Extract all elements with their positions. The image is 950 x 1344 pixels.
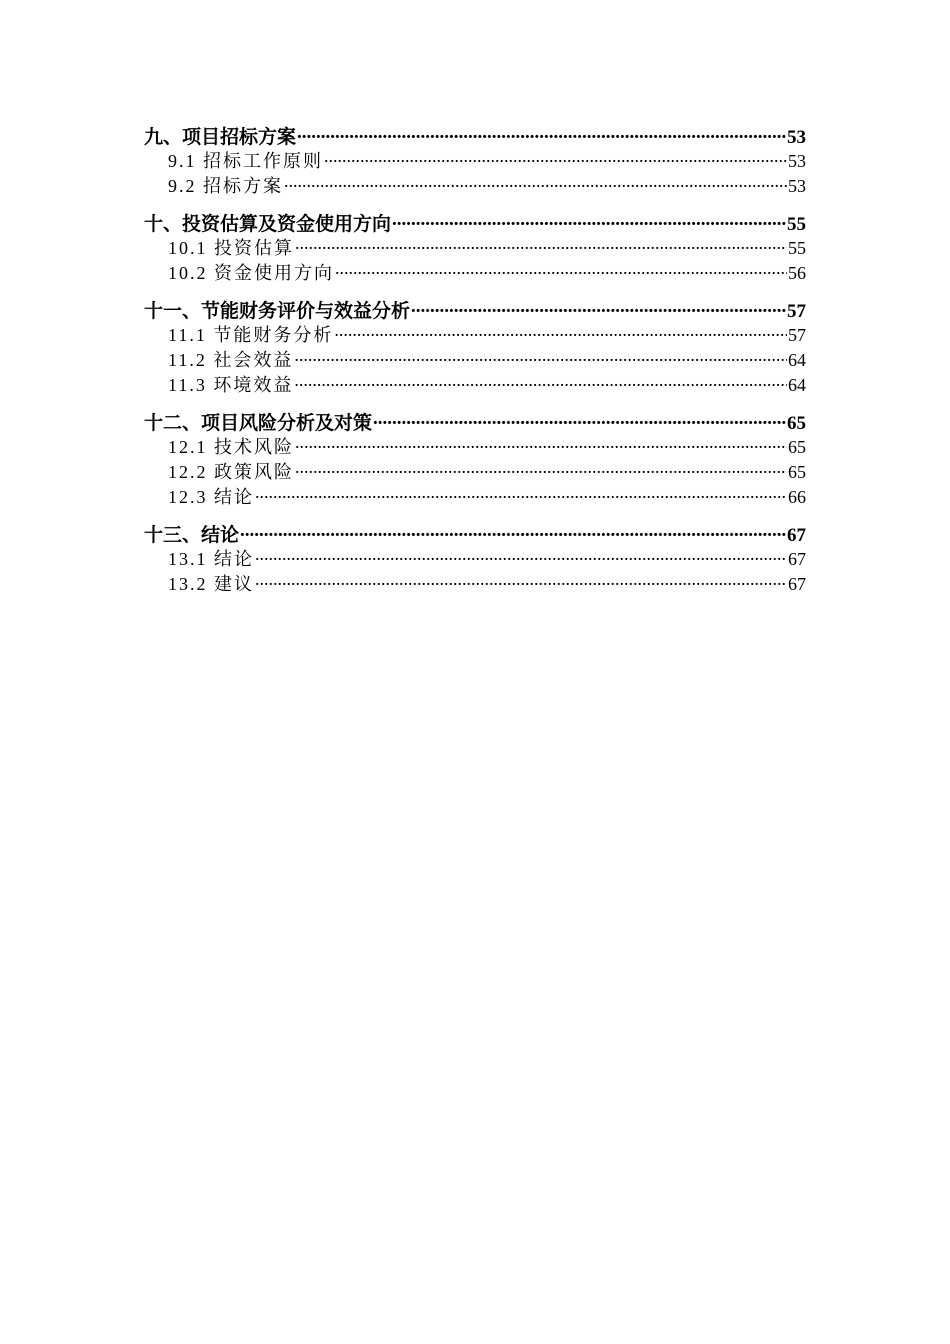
dot-leader <box>373 410 786 429</box>
chapter-page-number: 57 <box>787 301 806 322</box>
section-page-number: 66 <box>788 487 806 507</box>
section-title: 11.1 节能财务分析 <box>168 325 334 345</box>
dot-leader <box>392 211 786 230</box>
section-page-number: 64 <box>788 350 806 370</box>
section-page-number: 64 <box>788 375 806 395</box>
section-page-number: 57 <box>788 325 806 345</box>
dot-leader <box>294 373 787 391</box>
section-page-number: 67 <box>788 549 806 569</box>
toc-section-entry[interactable] <box>144 547 806 572</box>
toc-chapter-13 <box>144 522 806 597</box>
section-title: 12.3 结论 <box>168 487 254 507</box>
chapter-page-number: 55 <box>787 214 806 235</box>
section-page-number: 53 <box>788 176 806 196</box>
dot-leader <box>297 124 786 143</box>
chapter-title: 十三、结论 <box>144 525 240 546</box>
dot-leader <box>295 236 787 254</box>
toc-chapter-entry[interactable] <box>144 211 806 236</box>
dot-leader <box>335 261 787 279</box>
section-title: 11.3 环境效益 <box>168 375 294 395</box>
dot-leader <box>284 174 787 192</box>
dot-leader <box>295 460 787 478</box>
table-of-contents <box>144 124 806 597</box>
section-title: 9.1 招标工作原则 <box>168 151 323 171</box>
section-page-number: 55 <box>788 238 806 258</box>
toc-section-entry[interactable] <box>144 373 806 398</box>
section-title: 10.1 投资估算 <box>168 238 294 258</box>
toc-chapter-12 <box>144 410 806 510</box>
section-title: 12.1 技术风险 <box>168 437 294 457</box>
dot-leader <box>255 572 787 590</box>
section-title: 11.2 社会效益 <box>168 350 294 370</box>
section-title: 13.1 结论 <box>168 549 254 569</box>
chapter-page-number: 53 <box>787 127 806 148</box>
chapter-title: 十二、项目风险分析及对策 <box>144 413 373 434</box>
toc-section-entry[interactable] <box>144 174 806 199</box>
toc-section-entry[interactable] <box>144 572 806 597</box>
chapter-page-number: 65 <box>787 413 806 434</box>
section-page-number: 65 <box>788 437 806 457</box>
toc-section-entry[interactable] <box>144 149 806 174</box>
toc-section-entry[interactable] <box>144 348 806 373</box>
toc-section-entry[interactable] <box>144 236 806 261</box>
section-title: 9.2 招标方案 <box>168 176 283 196</box>
toc-chapter-10 <box>144 211 806 286</box>
dot-leader <box>324 149 787 167</box>
chapter-title: 九、项目招标方案 <box>144 127 297 148</box>
section-title: 10.2 资金使用方向 <box>168 263 334 283</box>
section-title: 13.2 建议 <box>168 574 254 594</box>
chapter-title: 十、投资估算及资金使用方向 <box>144 214 392 235</box>
section-page-number: 56 <box>788 263 806 283</box>
dot-leader <box>255 485 787 503</box>
section-page-number: 65 <box>788 462 806 482</box>
dot-leader <box>255 547 787 565</box>
dot-leader <box>295 435 787 453</box>
section-page-number: 53 <box>788 151 806 171</box>
toc-chapter-entry[interactable] <box>144 522 806 547</box>
section-title: 12.2 政策风险 <box>168 462 294 482</box>
toc-section-entry[interactable] <box>144 323 806 348</box>
toc-chapter-entry[interactable] <box>144 298 806 323</box>
toc-chapter-entry[interactable] <box>144 124 806 149</box>
dot-leader <box>411 298 786 317</box>
chapter-title: 十一、节能财务评价与效益分析 <box>144 301 411 322</box>
dot-leader <box>294 348 787 366</box>
toc-chapter-9 <box>144 124 806 199</box>
toc-section-entry[interactable] <box>144 485 806 510</box>
toc-chapter-11 <box>144 298 806 398</box>
chapter-page-number: 67 <box>787 525 806 546</box>
toc-section-entry[interactable] <box>144 460 806 485</box>
toc-section-entry[interactable] <box>144 261 806 286</box>
dot-leader <box>334 323 787 341</box>
toc-section-entry[interactable] <box>144 435 806 460</box>
section-page-number: 67 <box>788 574 806 594</box>
dot-leader <box>240 522 786 541</box>
toc-chapter-entry[interactable] <box>144 410 806 435</box>
